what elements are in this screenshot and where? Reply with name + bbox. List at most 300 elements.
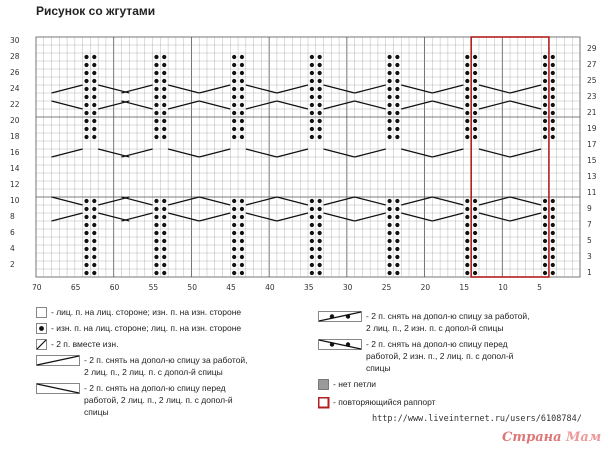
column-label: 30 — [342, 283, 353, 292]
purl-dot — [310, 127, 314, 131]
purl-dot — [551, 111, 555, 115]
purl-dot — [310, 71, 314, 75]
purl-dot — [92, 63, 96, 67]
row-label-right: 21 — [587, 108, 597, 117]
purl-dot — [473, 103, 477, 107]
purl-dot — [162, 215, 166, 219]
purl-dot — [543, 71, 547, 75]
purl-dot — [388, 271, 392, 275]
row-label-right: 27 — [587, 60, 597, 69]
purl-dot — [473, 135, 477, 139]
purl-dot — [84, 223, 88, 227]
purl-dot — [543, 135, 547, 139]
purl-dot — [473, 111, 477, 115]
purl-dot — [92, 223, 96, 227]
purl-dot — [240, 103, 244, 107]
purl-dot — [543, 231, 547, 235]
legend-item-text — [51, 306, 241, 318]
row-label-right: 13 — [587, 172, 597, 181]
legend-item-text — [366, 310, 530, 334]
purl-dot — [310, 239, 314, 243]
cable-back-2-2-symbol — [36, 355, 80, 367]
purl-dot — [154, 231, 158, 235]
purl-dot — [84, 239, 88, 243]
purl-dot — [318, 199, 322, 203]
purl-dot — [473, 231, 477, 235]
purl-dot — [465, 263, 469, 267]
purl-dot — [395, 247, 399, 251]
purl-dot — [84, 95, 88, 99]
purl-dot — [318, 135, 322, 139]
row-label-right: 9 — [587, 204, 592, 213]
purl-dot — [92, 247, 96, 251]
purl-dot — [154, 207, 158, 211]
purl-dot — [240, 207, 244, 211]
purl-dot — [318, 71, 322, 75]
purl-dot — [388, 255, 392, 259]
purl-dot — [84, 255, 88, 259]
purl-dot — [543, 79, 547, 83]
purl-dot — [388, 263, 392, 267]
purl-dot — [162, 223, 166, 227]
purl-dot — [318, 63, 322, 67]
purl-dot — [318, 111, 322, 115]
purl-dot — [240, 199, 244, 203]
purl-dot — [318, 127, 322, 131]
column-label: 45 — [226, 283, 236, 292]
purl-dot — [551, 271, 555, 275]
purl-dot — [310, 255, 314, 259]
legend-item-text — [333, 396, 436, 408]
purl-dot — [465, 111, 469, 115]
purl-dot — [232, 271, 236, 275]
purl-dot — [232, 215, 236, 219]
purl-dot — [92, 215, 96, 219]
purl-dot — [465, 95, 469, 99]
purl-dot — [240, 231, 244, 235]
purl-dot — [154, 127, 158, 131]
purl-dot — [240, 215, 244, 219]
purl-dot — [232, 247, 236, 251]
purl-dot — [92, 135, 96, 139]
purl-dot — [240, 71, 244, 75]
purl-dot — [388, 127, 392, 131]
legend-line: - изн. п. на лиц. стороне; лиц. п. на изн. стороне — [51, 323, 242, 333]
purl-dot — [395, 111, 399, 115]
purl-dot — [543, 87, 547, 91]
column-label: 20 — [420, 283, 431, 292]
purl-dot — [318, 263, 322, 267]
purl-dot — [395, 135, 399, 139]
purl-dot — [551, 207, 555, 211]
purl-dot — [84, 111, 88, 115]
legend-line: - нет петли — [333, 379, 377, 389]
purl-dot — [543, 247, 547, 251]
row-label-left: 6 — [10, 228, 15, 237]
purl-dot — [232, 223, 236, 227]
purl-dot — [395, 207, 399, 211]
purl-dot — [232, 135, 236, 139]
purl-dot — [543, 111, 547, 115]
purl-dot — [92, 199, 96, 203]
row-label-right: 5 — [587, 236, 592, 245]
purl-dot — [92, 79, 96, 83]
purl-dot — [473, 199, 477, 203]
row-label-right: 15 — [587, 156, 597, 165]
purl-dot — [318, 223, 322, 227]
purl-dot — [232, 103, 236, 107]
purl-dot — [543, 103, 547, 107]
column-label: 5 — [537, 283, 542, 292]
row-label-left: 24 — [10, 84, 20, 93]
purl-dot — [388, 119, 392, 123]
purl-dot — [84, 263, 88, 267]
purl-dot — [465, 255, 469, 259]
purl-dot — [388, 223, 392, 227]
purl-dot — [92, 103, 96, 107]
purl-dot — [154, 63, 158, 67]
legend-line: - повторяющийся раппорт — [333, 397, 436, 407]
purl-dot — [318, 207, 322, 211]
purl-dot — [395, 199, 399, 203]
purl-dot — [388, 63, 392, 67]
purl-dot — [310, 103, 314, 107]
purl-dot — [543, 63, 547, 67]
purl-dot — [388, 55, 392, 59]
purl-dot — [154, 255, 158, 259]
purl-dot — [162, 239, 166, 243]
watermark-url: http://www.liveinternet.ru/users/6108784/ — [372, 414, 582, 424]
brand-logo — [502, 430, 601, 445]
column-label: 65 — [70, 283, 81, 292]
purl-dot — [543, 263, 547, 267]
column-label: 10 — [498, 283, 508, 292]
purl-dot — [154, 271, 158, 275]
purl-dot — [310, 111, 314, 115]
row-label-right: 11 — [587, 188, 597, 197]
row-label-left: 18 — [10, 132, 20, 141]
purl-dot — [84, 247, 88, 251]
purl-dot — [395, 239, 399, 243]
purl-dot — [84, 135, 88, 139]
purl-dot — [154, 71, 158, 75]
purl-dot — [473, 247, 477, 251]
purl-dot — [551, 119, 555, 123]
purl-dot — [465, 223, 469, 227]
row-label-left: 30 — [10, 36, 20, 45]
purl-dot — [154, 135, 158, 139]
purl-dot — [395, 263, 399, 267]
row-label-left: 4 — [10, 244, 15, 253]
purl-dot — [473, 215, 477, 219]
purl-dot — [310, 207, 314, 211]
purl-dot — [395, 223, 399, 227]
purl-dot — [240, 111, 244, 115]
purl-dot — [551, 263, 555, 267]
purl-dot — [92, 239, 96, 243]
purl-dot — [543, 271, 547, 275]
purl-dot — [310, 199, 314, 203]
purl-dot — [92, 111, 96, 115]
purl-dot — [92, 271, 96, 275]
purl-dot — [543, 223, 547, 227]
purl-dot — [154, 247, 158, 251]
purl-dot — [240, 223, 244, 227]
purl-dot — [473, 95, 477, 99]
row-label-right: 1 — [587, 268, 592, 277]
purl-dot — [388, 215, 392, 219]
purl-dot — [162, 231, 166, 235]
purl-dot — [310, 231, 314, 235]
purl-dot — [232, 111, 236, 115]
purl-dot — [388, 135, 392, 139]
purl-dot — [310, 79, 314, 83]
purl-dot — [154, 119, 158, 123]
purl-dot — [465, 135, 469, 139]
purl-dot — [232, 263, 236, 267]
purl-dot — [232, 87, 236, 91]
purl-dot — [318, 231, 322, 235]
purl-dot — [395, 63, 399, 67]
purl-dot — [154, 215, 158, 219]
brand-part-1: Страна — [502, 430, 562, 445]
purl-dot — [551, 223, 555, 227]
purl-dot — [154, 199, 158, 203]
purl-dot — [318, 87, 322, 91]
chart-title: Рисунок со жгутами — [36, 4, 156, 18]
purl-dot — [162, 263, 166, 267]
legend-item-text — [84, 382, 233, 418]
purl-dot — [388, 231, 392, 235]
column-label: 60 — [109, 283, 120, 292]
purl-dot — [310, 119, 314, 123]
purl-dot — [232, 95, 236, 99]
purl-dot — [551, 231, 555, 235]
purl-dot — [232, 63, 236, 67]
purl-dot — [240, 127, 244, 131]
purl-dot — [465, 127, 469, 131]
legend-item-text — [51, 322, 241, 334]
purl-dot — [240, 135, 244, 139]
purl-dot — [84, 231, 88, 235]
purl-dot — [473, 87, 477, 91]
purl-dot — [84, 207, 88, 211]
purl-dot — [92, 207, 96, 211]
legend-line: спицы — [366, 363, 391, 373]
purl-dot — [310, 135, 314, 139]
purl-dot — [551, 95, 555, 99]
purl-dot — [240, 87, 244, 91]
purl-dot — [543, 127, 547, 131]
purl-dot — [388, 207, 392, 211]
purl-dot — [395, 55, 399, 59]
purl-dot — [310, 271, 314, 275]
legend-line: работой, 2 лиц. п., 2 лиц. п. с допол-й — [84, 395, 233, 405]
purl-dot — [465, 79, 469, 83]
purl-dot — [240, 263, 244, 267]
purl-dot — [543, 95, 547, 99]
row-label-right: 25 — [587, 76, 597, 85]
purl-dot — [154, 79, 158, 83]
row-label-right: 29 — [587, 44, 597, 53]
purl-dot — [310, 55, 314, 59]
purl-dot — [162, 135, 166, 139]
purl-dot — [240, 247, 244, 251]
purl-dot — [92, 231, 96, 235]
column-label: 15 — [459, 283, 469, 292]
column-label: 50 — [187, 283, 197, 292]
purl-dot — [473, 79, 477, 83]
row-label-left: 10 — [10, 196, 20, 205]
purl-dot — [240, 239, 244, 243]
legend-line: спицы — [84, 407, 109, 417]
purl-dot — [388, 103, 392, 107]
purl-dot — [84, 63, 88, 67]
purl-dot — [232, 127, 236, 131]
purl-dot — [84, 127, 88, 131]
row-label-right: 23 — [587, 92, 597, 101]
purl-dot — [162, 103, 166, 107]
purl-dot — [162, 111, 166, 115]
purl-dot — [84, 119, 88, 123]
purl-dot — [310, 215, 314, 219]
purl-dot — [162, 119, 166, 123]
purl-dot — [162, 199, 166, 203]
legend-item-text — [333, 378, 376, 390]
purl-dot — [310, 63, 314, 67]
column-label: 35 — [304, 283, 314, 292]
purl-dot — [473, 127, 477, 131]
purl-dot — [473, 71, 477, 75]
purl-dot — [240, 119, 244, 123]
purl-dot — [473, 263, 477, 267]
purl-dot — [154, 55, 158, 59]
legend-line: - 2 п. вместе изн. — [51, 339, 119, 349]
purl-dot — [310, 223, 314, 227]
purl-dot — [84, 199, 88, 203]
purl-dot — [92, 255, 96, 259]
purl-dot — [388, 247, 392, 251]
purl-dot — [92, 55, 96, 59]
purl-dot — [551, 199, 555, 203]
purl-dot — [232, 71, 236, 75]
purl-dot — [465, 103, 469, 107]
purl-dot — [232, 119, 236, 123]
row-label-right: 17 — [587, 140, 597, 149]
purl-dot — [465, 119, 469, 123]
purl-dot — [388, 79, 392, 83]
purl-dot — [154, 223, 158, 227]
purl-dot — [162, 127, 166, 131]
purl-dot — [92, 127, 96, 131]
purl-dot — [551, 63, 555, 67]
purl-dot — [465, 239, 469, 243]
purl-dot — [318, 215, 322, 219]
purl-dot — [465, 71, 469, 75]
purl-dot — [465, 271, 469, 275]
purl-dot — [395, 103, 399, 107]
purl-dot — [232, 79, 236, 83]
purl-dot — [240, 271, 244, 275]
purl-dot — [473, 271, 477, 275]
purl-dot — [465, 55, 469, 59]
purl-dot — [162, 207, 166, 211]
purl-dot — [240, 255, 244, 259]
purl-dot — [310, 95, 314, 99]
purl-dot — [551, 71, 555, 75]
purl-dot — [395, 71, 399, 75]
purl-dot — [240, 63, 244, 67]
purl-dot — [162, 55, 166, 59]
purl-dot — [162, 247, 166, 251]
purl-dot — [84, 215, 88, 219]
purl-dot — [388, 199, 392, 203]
purl-dot — [318, 239, 322, 243]
legend-item-text — [51, 338, 118, 350]
purl-dot — [465, 215, 469, 219]
purl-dot — [154, 263, 158, 267]
purl-dot — [395, 95, 399, 99]
purl-dot — [473, 55, 477, 59]
purl-dot — [395, 231, 399, 235]
purl-dot — [318, 55, 322, 59]
purl-dot — [92, 87, 96, 91]
purl-dot — [473, 207, 477, 211]
purl-dot — [395, 255, 399, 259]
row-label-right: 7 — [587, 220, 592, 229]
purl-dot — [395, 215, 399, 219]
purl-dot — [388, 111, 392, 115]
purl-dot — [388, 71, 392, 75]
purl-dot — [551, 79, 555, 83]
purl-dot — [395, 127, 399, 131]
purl-dot — [310, 247, 314, 251]
purl-dot — [232, 55, 236, 59]
row-label-left: 22 — [10, 100, 20, 109]
cable-front-purl-symbol — [318, 339, 362, 351]
purl-dot — [551, 127, 555, 131]
cable-front-2-2-symbol — [36, 383, 80, 395]
purl-dot — [92, 119, 96, 123]
purl-dot — [232, 199, 236, 203]
purl-dot — [162, 63, 166, 67]
purl-dot — [388, 87, 392, 91]
purl-dot — [232, 231, 236, 235]
purl-dot — [395, 79, 399, 83]
row-label-left: 26 — [10, 68, 20, 77]
purl-dot — [232, 207, 236, 211]
legend-line: - 2 п. снять на допол-ю спицу за работой, — [366, 311, 530, 321]
purl-dot — [551, 215, 555, 219]
purl-dot — [154, 95, 158, 99]
column-label: 70 — [32, 283, 42, 292]
legend-item-text — [366, 338, 513, 374]
row-label-left: 14 — [10, 164, 20, 173]
purl-dot — [162, 95, 166, 99]
purl-dot — [84, 71, 88, 75]
purl-dot — [162, 71, 166, 75]
purl-dot — [395, 87, 399, 91]
purl-dot — [465, 247, 469, 251]
purl-dot — [543, 207, 547, 211]
purl-dot — [154, 103, 158, 107]
purl-dot — [543, 255, 547, 259]
purl-dot — [232, 239, 236, 243]
purl-dot — [551, 247, 555, 251]
purl-dot — [84, 55, 88, 59]
legend-line: - 2 п. снять на допол-ю спицу за работой, — [84, 355, 248, 365]
row-label-right: 19 — [587, 124, 597, 133]
